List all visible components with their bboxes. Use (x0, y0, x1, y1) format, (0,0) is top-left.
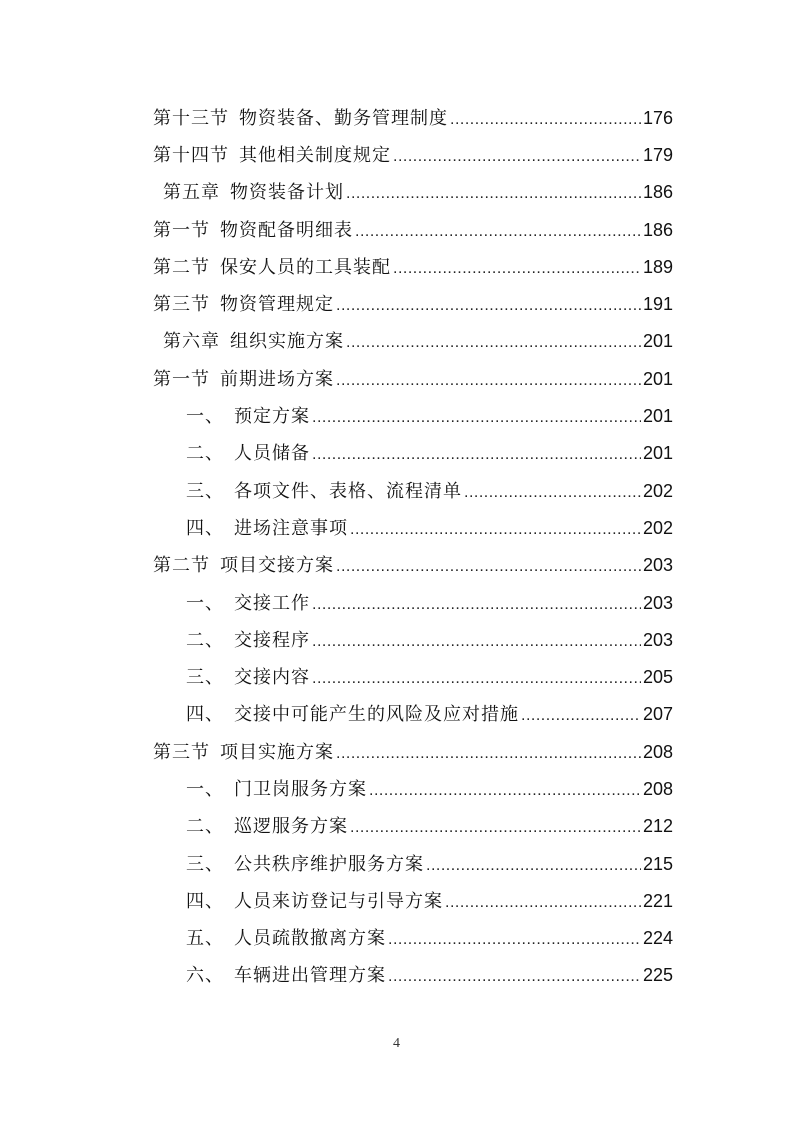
toc-entry-page: 202 (642, 517, 673, 538)
toc-dot-leader (521, 705, 641, 727)
toc-entry-content (186, 778, 673, 802)
toc-entry-title: 保安人员的工具装配 (220, 256, 391, 278)
toc-entry-title: 其他相关制度规定 (239, 144, 391, 166)
toc-dot-leader (355, 221, 641, 243)
toc-entry-label (153, 145, 391, 167)
toc-entry[interactable] (0, 883, 793, 920)
toc-entry[interactable] (0, 846, 793, 883)
toc-entry[interactable] (0, 398, 793, 435)
toc-dot-leader (312, 407, 641, 429)
toc-entry[interactable] (0, 510, 793, 547)
toc-entry-page: 203 (642, 592, 673, 613)
toc-entry-title: 物资管理规定 (220, 294, 334, 316)
toc-entry-page: 215 (642, 853, 673, 874)
toc-entry[interactable] (0, 473, 793, 510)
toc-entry-content (186, 964, 673, 988)
toc-entry-title: 进场注意事项 (234, 517, 348, 539)
toc-entry-content (186, 703, 673, 727)
toc-entry-title: 前期进场方案 (220, 368, 334, 390)
toc-entry-label (186, 667, 310, 689)
toc-entry-title: 巡逻服务方案 (234, 816, 348, 838)
toc-entry-prefix: 第一节 (153, 368, 210, 390)
toc-entry-prefix: 第三节 (153, 741, 210, 763)
toc-entry-prefix: 一、 (186, 592, 224, 614)
toc-entry-label (186, 854, 424, 876)
toc-entry-label (186, 965, 386, 987)
toc-entry[interactable] (0, 622, 793, 659)
toc-entry-title: 交接中可能产生的风险及应对措施 (234, 704, 519, 726)
toc-dot-leader (336, 556, 641, 578)
toc-dot-leader (346, 183, 641, 205)
toc-entry-title: 各项文件、表格、流程清单 (234, 480, 462, 502)
toc-entry[interactable] (0, 697, 793, 734)
toc-entry-content (186, 480, 673, 504)
toc-entry-title: 人员储备 (234, 443, 310, 465)
toc-entry-label (186, 593, 310, 615)
toc-entry-page: 225 (642, 965, 673, 986)
toc-entry-content (186, 405, 673, 429)
table-of-contents (0, 100, 793, 995)
toc-dot-leader (388, 966, 641, 988)
toc-entry-prefix: 四、 (186, 704, 224, 726)
toc-entry[interactable] (0, 548, 793, 585)
toc-entry-label (153, 294, 334, 316)
toc-entry-content (153, 144, 673, 168)
toc-entry-prefix: 六、 (186, 965, 224, 987)
toc-entry-prefix: 第十四节 (153, 144, 229, 166)
toc-entry-content (186, 517, 673, 541)
toc-entry-content (153, 554, 673, 578)
toc-entry-content (163, 181, 673, 205)
toc-entry-title: 预定方案 (234, 406, 310, 428)
toc-entry-prefix: 第三节 (153, 294, 210, 316)
toc-entry-prefix: 二、 (186, 816, 224, 838)
toc-entry-page: 186 (642, 182, 673, 203)
toc-entry-label (153, 742, 334, 764)
toc-dot-leader (350, 519, 641, 541)
toc-entry-page: 186 (642, 219, 673, 240)
toc-entry-title: 物资装备计划 (230, 182, 344, 204)
toc-dot-leader (336, 743, 641, 765)
toc-entry-prefix: 二、 (186, 629, 224, 651)
toc-entry-label (163, 182, 344, 204)
toc-dot-leader (312, 668, 641, 690)
toc-dot-leader (312, 594, 641, 616)
toc-dot-leader (312, 444, 641, 466)
toc-entry[interactable] (0, 137, 793, 174)
toc-entry-content (186, 853, 673, 877)
toc-entry[interactable] (0, 212, 793, 249)
toc-entry-prefix: 五、 (186, 928, 224, 950)
toc-entry-page: 208 (642, 778, 673, 799)
toc-entry-label (186, 406, 310, 428)
toc-entry-page: 202 (642, 480, 673, 501)
toc-entry[interactable] (0, 175, 793, 212)
toc-entry-prefix: 四、 (186, 890, 224, 912)
toc-entry-content (186, 890, 673, 914)
toc-dot-leader (336, 370, 641, 392)
toc-entry-page: 189 (642, 256, 673, 277)
toc-entry-content (186, 666, 673, 690)
toc-entry-label (186, 779, 367, 801)
page-number: 4 (393, 1036, 400, 1051)
toc-entry[interactable] (0, 809, 793, 846)
toc-entry-label (186, 518, 348, 540)
toc-entry-title: 门卫岗服务方案 (234, 778, 367, 800)
toc-entry-title: 交接内容 (234, 667, 310, 689)
toc-entry[interactable] (0, 659, 793, 696)
toc-dot-leader (393, 146, 641, 168)
toc-entry[interactable] (0, 249, 793, 286)
toc-entry-title: 人员疏散撤离方案 (234, 928, 386, 950)
toc-entry-prefix: 二、 (186, 443, 224, 465)
toc-entry-content (186, 815, 673, 839)
toc-entry-title: 项目实施方案 (220, 741, 334, 763)
toc-entry-prefix: 三、 (186, 853, 224, 875)
toc-entry-prefix: 三、 (186, 480, 224, 502)
toc-entry-prefix: 第一节 (153, 219, 210, 241)
toc-dot-leader (346, 332, 641, 354)
toc-entry-prefix: 第五章 (163, 182, 220, 204)
toc-entry-title: 车辆进出管理方案 (234, 965, 386, 987)
toc-entry-content (186, 592, 673, 616)
toc-entry-label (186, 891, 443, 913)
toc-entry-page: 221 (642, 890, 673, 911)
toc-entry-title: 组织实施方案 (230, 331, 344, 353)
toc-entry-title: 物资配备明细表 (220, 219, 353, 241)
toc-dot-leader (393, 258, 641, 280)
toc-entry-label (186, 481, 462, 503)
toc-entry-page: 201 (642, 331, 673, 352)
toc-entry-page: 207 (642, 704, 673, 725)
toc-entry-prefix: 第六章 (163, 331, 220, 353)
toc-entry-prefix: 第十三节 (153, 107, 229, 129)
toc-entry-title: 公共秩序维护服务方案 (234, 853, 424, 875)
toc-entry-label (186, 928, 386, 950)
toc-entry-page: 203 (642, 555, 673, 576)
toc-entry-page: 212 (642, 816, 673, 837)
toc-entry[interactable] (0, 921, 793, 958)
toc-entry-content (153, 256, 673, 280)
toc-entry-page: 224 (642, 928, 673, 949)
toc-entry-prefix: 第二节 (153, 256, 210, 278)
toc-entry-page: 203 (642, 629, 673, 650)
toc-entry[interactable] (0, 585, 793, 622)
toc-entry-label (186, 704, 519, 726)
toc-entry-label (186, 816, 348, 838)
toc-entry-title: 人员来访登记与引导方案 (234, 890, 443, 912)
toc-entry-title: 交接工作 (234, 592, 310, 614)
toc-entry-label (186, 443, 310, 465)
toc-dot-leader (312, 631, 641, 653)
toc-dot-leader (464, 482, 641, 504)
toc-entry-content (163, 330, 673, 354)
toc-entry[interactable] (0, 324, 793, 361)
toc-entry-page: 176 (642, 107, 673, 128)
toc-entry-prefix: 一、 (186, 778, 224, 800)
toc-entry-page: 205 (642, 667, 673, 688)
toc-entry[interactable] (0, 958, 793, 995)
toc-entry-prefix: 四、 (186, 517, 224, 539)
toc-dot-leader (336, 295, 641, 317)
toc-entry-label (153, 369, 334, 391)
toc-dot-leader (445, 892, 641, 914)
toc-entry-label (153, 220, 353, 242)
toc-entry-label (153, 555, 334, 577)
toc-entry-page: 179 (642, 144, 673, 165)
toc-entry-title: 物资装备、勤务管理制度 (239, 107, 448, 129)
toc-entry-page: 201 (642, 368, 673, 389)
toc-entry-page: 191 (642, 294, 673, 315)
toc-entry-label (163, 331, 344, 353)
toc-entry-title: 项目交接方案 (220, 555, 334, 577)
toc-entry-label (186, 630, 310, 652)
toc-entry-content (153, 741, 673, 765)
toc-entry-content (153, 219, 673, 243)
toc-entry-prefix: 一、 (186, 406, 224, 428)
toc-entry-prefix: 三、 (186, 667, 224, 689)
toc-entry[interactable] (0, 734, 793, 771)
toc-entry[interactable] (0, 771, 793, 808)
toc-entry[interactable] (0, 100, 793, 137)
toc-entry-page: 201 (642, 443, 673, 464)
toc-entry-content (153, 293, 673, 317)
toc-dot-leader (369, 780, 641, 802)
toc-entry-content (153, 368, 673, 392)
toc-entry[interactable] (0, 361, 793, 398)
toc-entry-prefix: 第二节 (153, 555, 210, 577)
toc-entry-label (153, 257, 391, 279)
toc-dot-leader (450, 109, 641, 131)
toc-entry-content (186, 629, 673, 653)
toc-entry[interactable] (0, 436, 793, 473)
toc-dot-leader (426, 855, 641, 877)
toc-dot-leader (388, 929, 641, 951)
toc-entry-title: 交接程序 (234, 629, 310, 651)
toc-entry-content (153, 107, 673, 131)
toc-entry-page: 201 (642, 406, 673, 427)
toc-entry-page: 208 (642, 741, 673, 762)
toc-entry-label (153, 108, 448, 130)
toc-entry-content (186, 442, 673, 466)
toc-entry-content (186, 927, 673, 951)
toc-dot-leader (350, 817, 641, 839)
toc-entry[interactable] (0, 286, 793, 323)
